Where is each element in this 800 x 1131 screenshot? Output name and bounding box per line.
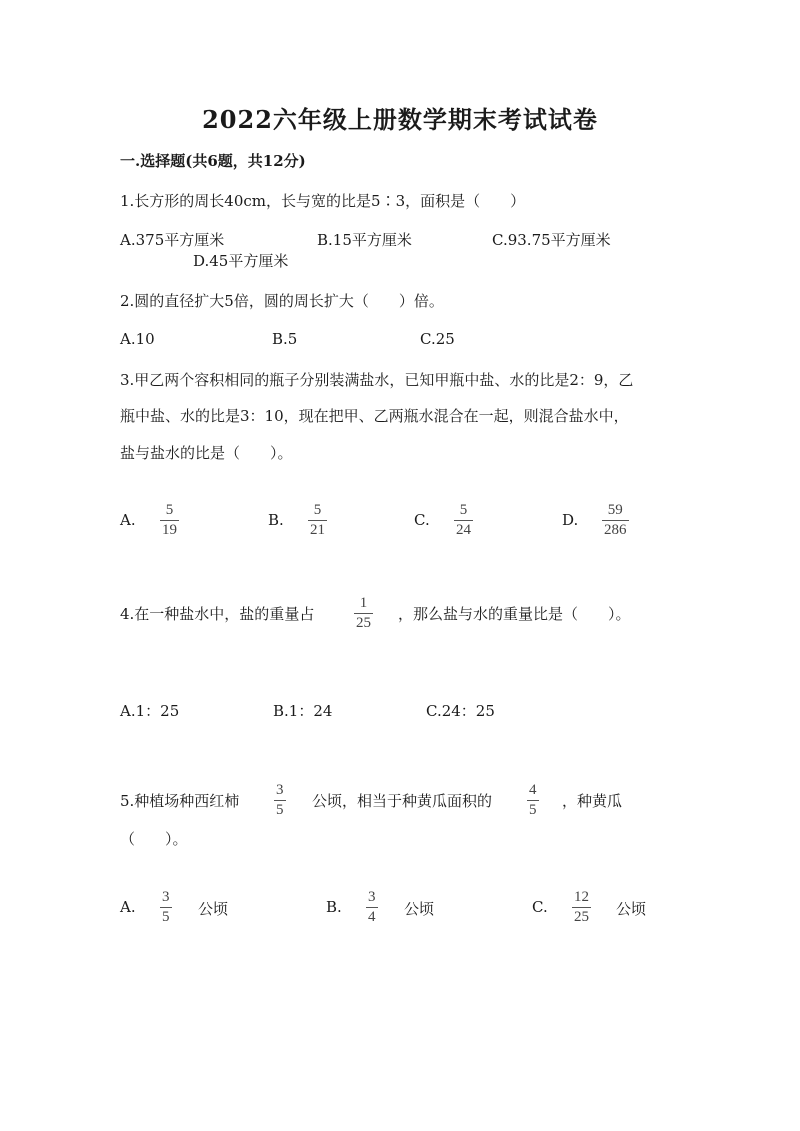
q5-option-a-unit: 公顷: [198, 900, 229, 918]
q3-option-b-fraction: [308, 503, 327, 538]
question-3-line-1: 3.甲乙两个容积相同的瓶子分别装满盐水，已知甲瓶中盐、水的比是2：9，乙: [120, 371, 634, 389]
q5-fraction-1: [274, 783, 286, 818]
q5-fraction-2: [527, 783, 539, 818]
fraction-denominator: 19: [162, 522, 177, 538]
question-5-line-2: （ ）。: [120, 830, 188, 848]
q5-option-c-fraction: [572, 890, 591, 925]
fraction-numerator: 1: [359, 595, 368, 611]
q5-option-a-label[interactable]: A.: [120, 898, 136, 916]
fraction-numerator: 5: [459, 502, 468, 518]
q3-option-d-label[interactable]: D.: [562, 511, 579, 529]
fraction-numerator: 3: [162, 889, 170, 905]
q3-option-a-fraction: [160, 503, 179, 538]
q5-option-c-unit: 公顷: [616, 900, 647, 918]
q3-option-c-fraction: [454, 503, 473, 538]
fraction-numerator: 12: [574, 889, 589, 905]
q2-option-b[interactable]: B.5: [272, 330, 298, 348]
question-2-text: 2.圆的直径扩大5倍，圆的周长扩大（ ）倍。: [120, 292, 444, 310]
section-heading: 一.选择题(共6题，共12分): [120, 152, 306, 170]
q4-option-a[interactable]: A.1：25: [120, 702, 180, 720]
q3-option-a-label[interactable]: A.: [120, 511, 136, 529]
q1-option-d[interactable]: D.45平方厘米: [193, 252, 289, 270]
fraction-denominator: 24: [456, 522, 471, 538]
q4-option-c[interactable]: C.24：25: [426, 702, 495, 720]
question-4-text-after: ，那么盐与水的重量比是（ ）。: [398, 605, 631, 623]
q1-option-c[interactable]: C.93.75平方厘米: [492, 231, 611, 249]
q4-option-b[interactable]: B.1：24: [273, 702, 333, 720]
fraction-denominator: 4: [368, 909, 376, 925]
question-5-part-2: 公顷，相当于种黄瓜面积的: [312, 792, 493, 810]
fraction-denominator: 5: [276, 802, 284, 818]
fraction-denominator: 5: [162, 909, 170, 925]
q1-option-b[interactable]: B.15平方厘米: [317, 231, 412, 249]
q5-option-c-label[interactable]: C.: [532, 898, 548, 916]
q2-option-a[interactable]: A.10: [120, 330, 155, 348]
question-5-part-1: 5.种植场种西红柿: [120, 792, 240, 810]
q5-option-a-fraction: [160, 890, 172, 925]
q2-option-c[interactable]: C.25: [420, 330, 455, 348]
q5-option-b-label[interactable]: B.: [326, 898, 342, 916]
q3-option-b-label[interactable]: B.: [268, 511, 284, 529]
q5-option-b-unit: 公顷: [404, 900, 435, 918]
q1-option-a[interactable]: A.375平方厘米: [120, 231, 225, 249]
q3-option-c-label[interactable]: C.: [414, 511, 430, 529]
fraction-numerator: 3: [368, 889, 376, 905]
q5-option-b-fraction: [366, 890, 378, 925]
fraction-denominator: 21: [310, 522, 325, 538]
fraction-denominator: 25: [574, 909, 589, 925]
fraction-numerator: 4: [529, 782, 537, 798]
question-5-part-3: ，种黄瓜: [562, 792, 623, 810]
fraction-numerator: 5: [165, 502, 174, 518]
fraction-denominator: 25: [356, 615, 371, 631]
question-3-line-2: 瓶中盐、水的比是3：10，现在把甲、乙两瓶水混合在一起，则混合盐水中，: [120, 407, 629, 425]
question-1-text: 1.长方形的周长40cm，长与宽的比是5∶3，面积是（ ）: [120, 192, 526, 210]
fraction-numerator: 5: [313, 502, 322, 518]
page-title: 2022六年级上册数学期末考试试卷: [202, 105, 598, 134]
question-4-text-before: 4.在一种盐水中，盐的重量占: [120, 605, 315, 623]
fraction-numerator: 3: [276, 782, 284, 798]
fraction-denominator: 286: [604, 522, 627, 538]
fraction-numerator: 59: [607, 502, 623, 518]
q4-fraction: [354, 596, 373, 631]
q3-option-d-fraction: [602, 503, 629, 538]
fraction-denominator: 5: [529, 802, 537, 818]
question-3-line-3: 盐与盐水的比是（ ）。: [120, 444, 293, 462]
